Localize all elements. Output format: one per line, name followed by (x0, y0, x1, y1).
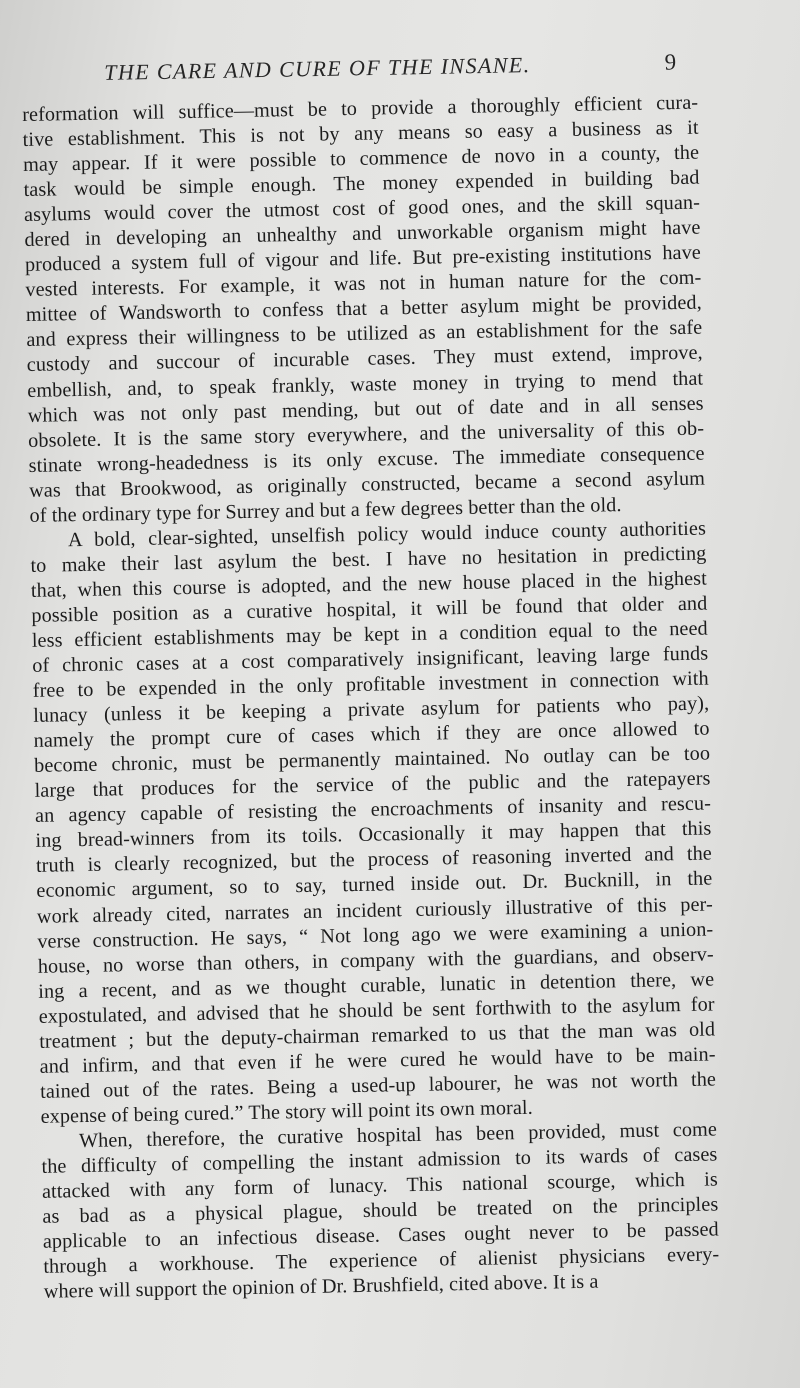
text-line: that, when this course is adopted, and the new house placed in the highest (30, 567, 708, 602)
text-line: applicable to an infectious disease. Cases ought never to be passed (42, 1218, 719, 1253)
text-line: less efficient establishments may be kept in a condition equal to the need (31, 617, 708, 652)
text-line: lunacy (unless it be keeping a private asylum for patients who pay), (33, 692, 710, 728)
text-line: possible position as a curative hospital, it will be found that older and (31, 592, 708, 627)
text-line: truth is clearly recognized, but the process of reasoning inverted and the (35, 842, 713, 878)
text-line: as bad as a physical plague, should be treated on the principles (42, 1193, 719, 1228)
body-text (22, 91, 720, 1305)
text-line: house, no worse than others, in company with the guardians, and observ- (37, 943, 714, 978)
text-line: economic argument, so to say, turned inside out. Dr. Bucknill, in the (36, 867, 713, 903)
running-head (100, 47, 691, 92)
text-line: dered in developing an unhealthy and unworkable organism might have (24, 216, 701, 252)
text-line: When, therefore, the curative hospital has been provided, must come (78, 1118, 718, 1153)
text-line: ing a recent, and as we thought curable, lunatic in detention there, we (38, 968, 715, 1003)
text-line: become chronic, must be permanently maintained. No outlay can be too (33, 742, 711, 778)
running-title: THE CARE AND CURE OF THE INSANE. (104, 52, 531, 85)
paragraph-2 (30, 516, 717, 1129)
text-line: namely the prompt cure of cases which if they are once allowed to (33, 717, 710, 753)
text-line: and express their willingness to be utilized as an establishment for the safe (26, 316, 703, 352)
text-line: embellish, and, to speak frankly, waste money in trying to mend that (27, 367, 704, 402)
text-line: of the ordinary type for Surrey and but a few degrees better than the old. (29, 493, 622, 527)
text-line: verse construction. He says, “ Not long ago we were examining a union- (37, 918, 714, 953)
text-line: to make their last asylum the best. I have no hesitation in predicting (30, 542, 707, 577)
text-line: stinate wrong-headedness is its only excuse. The immediate consequence (28, 442, 705, 477)
text-line: asylums would cover the utmost cost of good ones, and the skill squan- (23, 191, 701, 227)
text-line: free to be expended in the only profitable investment in connection with (32, 667, 709, 702)
text-line: custody and succour of incurable cases. They must extend, improve, (26, 342, 703, 377)
text-line: an agency capable of resisting the encroachments of insanity and rescu- (34, 792, 712, 828)
text-line: attacked with any form of lunacy. This national scourge, which is (41, 1168, 719, 1203)
page-number: 9 (664, 49, 677, 75)
text-line: ing bread-winners from its toils. Occasionally it may happen that this (35, 817, 712, 853)
text-line: tained out of the rates. Being a used-up labourer, he was not worth the (39, 1068, 717, 1103)
text-line: expostulated, and advised that he should be sent forthwith to the asylum for (38, 993, 715, 1028)
text-line: and infirm, and that even if he were cured he would have to be main- (39, 1043, 716, 1078)
text-line: mittee of Wandsworth to confess that a better asylum might be provided, (25, 291, 702, 327)
text-line: A bold, clear-sighted, unselfish policy would induce county authorities (67, 517, 707, 552)
text-line: treatment ; but the deputy-chairman remarked to us that the man was old (39, 1018, 716, 1053)
text-line: obsolete. It is the same story everywhere, and the universality of this ob- (27, 417, 705, 452)
text-line: large that produces for the service of the public and the ratepayers (34, 767, 711, 803)
text-line: produced a system full of vigour and life. But pre-existing institutions have (24, 241, 702, 277)
text-line: of chronic cases at a cost comparatively insignificant, leaving large funds (32, 642, 709, 677)
text-line: reformation will suffice—must be to provide a thoroughly efficient cura- (22, 91, 699, 126)
text-line: vested interests. For example, it was not in human nature for the com- (25, 266, 702, 302)
paragraph-3 (41, 1117, 720, 1305)
text-line: was that Brookwood, as originally constructed, became a second asylum (28, 467, 706, 502)
text-line: task would be simple enough. The money expended in building bad (23, 166, 700, 202)
text-line: may appear. If it were possible to commence de novo in a county, the (22, 141, 700, 177)
text-line: through a workhouse. The experience of alienist physicians every- (43, 1243, 720, 1278)
text-line: expense of being cured.” The story will point its own moral. (40, 1096, 533, 1128)
text-line: tive establishment. This is not by any means so easy a business as it (22, 116, 699, 152)
paragraph-1 (22, 91, 706, 529)
text-line: which was not only past mending, but out of date and in all senses (27, 392, 704, 427)
text-line: work already cited, narrates an incident curiously illustrative of this per- (36, 892, 713, 928)
text-line: the difficulty of compelling the instant admission to its wards of cases (41, 1143, 718, 1178)
text-line: where will support the opinion of Dr. Brushfield, cited above. It is a (43, 1270, 599, 1304)
